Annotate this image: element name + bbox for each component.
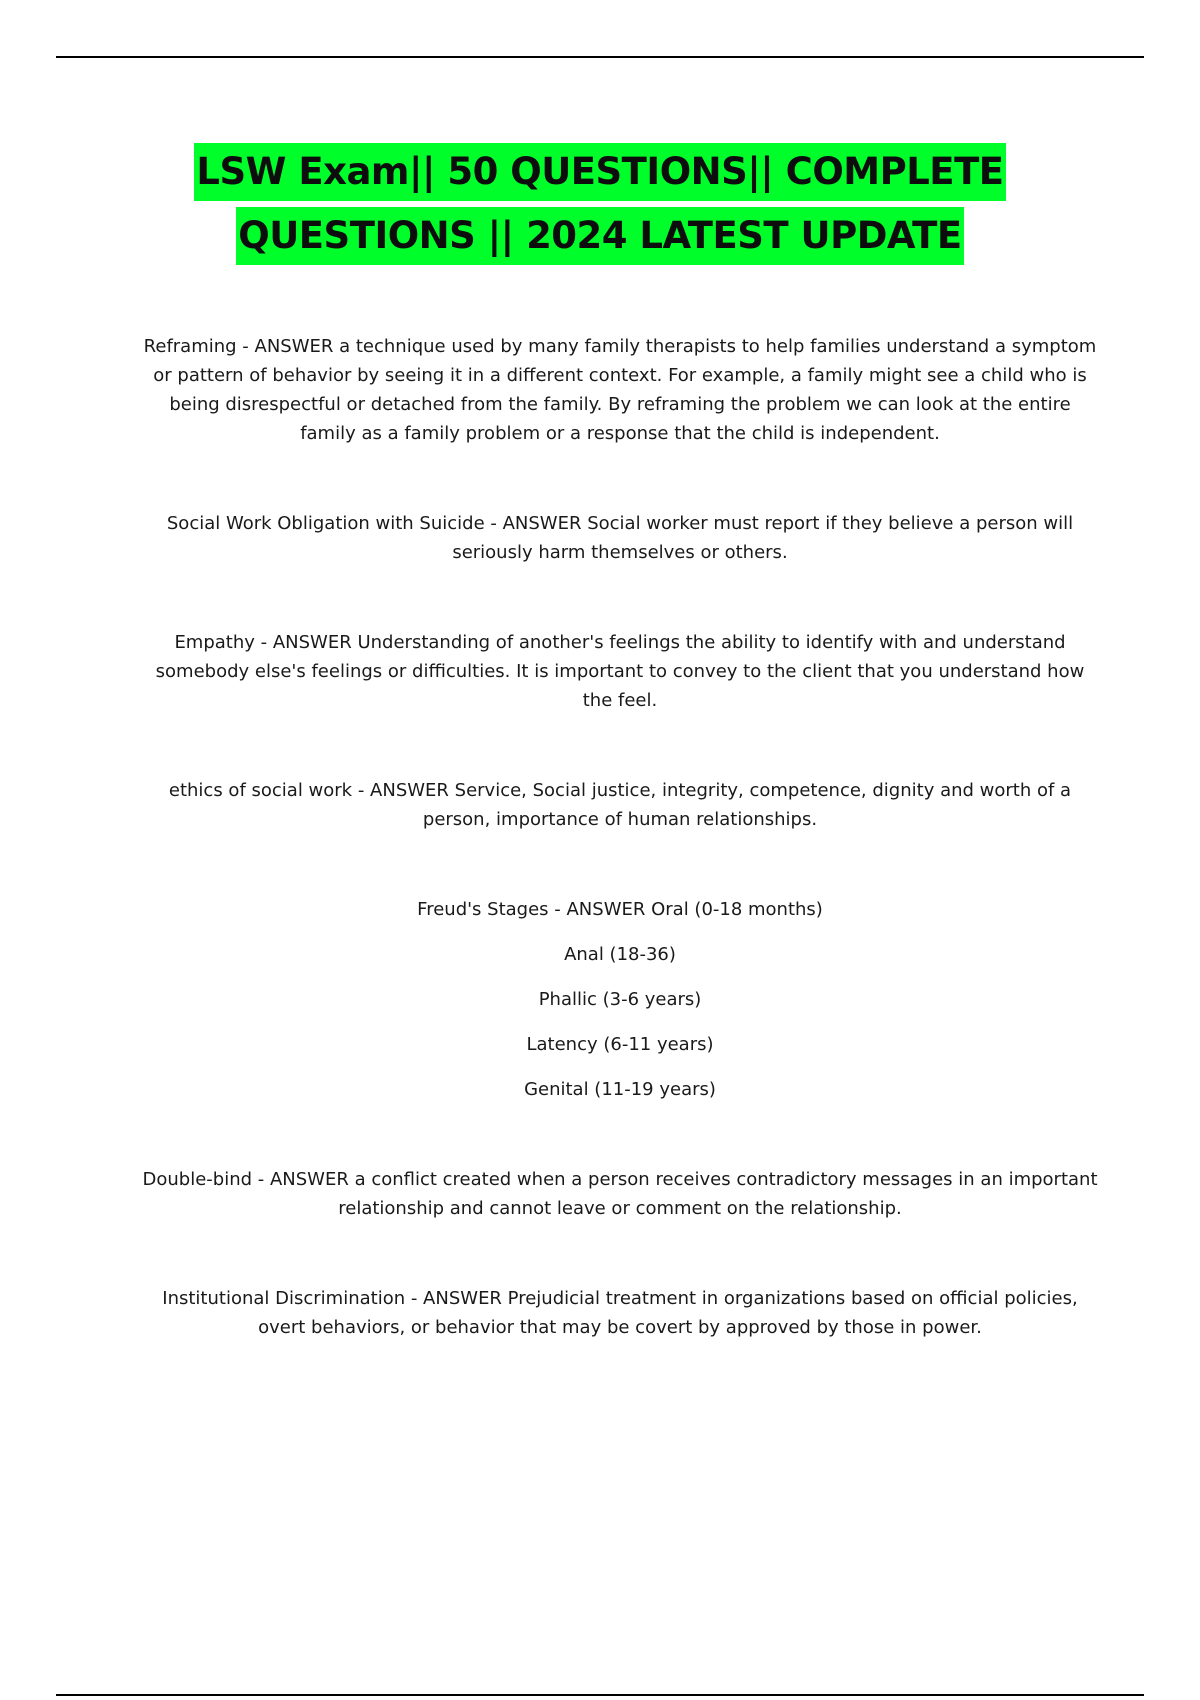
qa-institutional-discrimination: Institutional Discrimination - ANSWER Prejudicial treatment in organizations based on official policies, overt behaviors, or behavior that may be covert by approved by those in power. bbox=[162, 1288, 1078, 1338]
document-title bbox=[120, 143, 1080, 271]
title-line-1: LSW Exam|| 50 QUESTIONS|| COMPLETE bbox=[194, 143, 1005, 201]
qa-reframing: Reframing - ANSWER a technique used by many family therapists to help families understand a symptom or pattern of behavior by seeing it in a different context. For example, a family might see a child who is being disrespectful or detached from the family. By reframing the problem we can look at the entire family as a family problem or a response that the child is independent. bbox=[143, 336, 1097, 444]
qa-freud-stages: Freud's Stages - ANSWER Oral (0-18 months) bbox=[417, 899, 823, 920]
freud-stage-anal: Anal (18-36) bbox=[564, 944, 676, 965]
freud-stage-phallic: Phallic (3-6 years) bbox=[538, 989, 702, 1010]
qa-ethics: ethics of social work - ANSWER Service, Social justice, integrity, competence, dignity and worth of a person, importance of human relationships. bbox=[168, 780, 1072, 830]
title-line-2: QUESTIONS || 2024 LATEST UPDATE bbox=[236, 207, 963, 265]
bottom-rule bbox=[56, 1694, 1144, 1696]
freud-stage-genital: Genital (11-19 years) bbox=[524, 1079, 716, 1100]
qa-suicide-obligation: Social Work Obligation with Suicide - ANSWER Social worker must report if they believe a person will seriously harm themselves or others. bbox=[166, 513, 1074, 563]
qa-double-bind: Double-bind - ANSWER a conflict created when a person receives contradictory messages in an important relationship and cannot leave or comment on the relationship. bbox=[142, 1169, 1098, 1219]
top-rule bbox=[56, 56, 1144, 58]
qa-empathy: Empathy - ANSWER Understanding of another's feelings the ability to identify with and understand somebody else's feelings or difficulties. It is important to convey to the client that you understand how the feel. bbox=[155, 632, 1085, 711]
title-row-1 bbox=[120, 143, 1080, 207]
qa-content bbox=[140, 332, 1100, 1403]
title-row-2 bbox=[120, 207, 1080, 271]
freud-stage-latency: Latency (6-11 years) bbox=[526, 1034, 714, 1055]
